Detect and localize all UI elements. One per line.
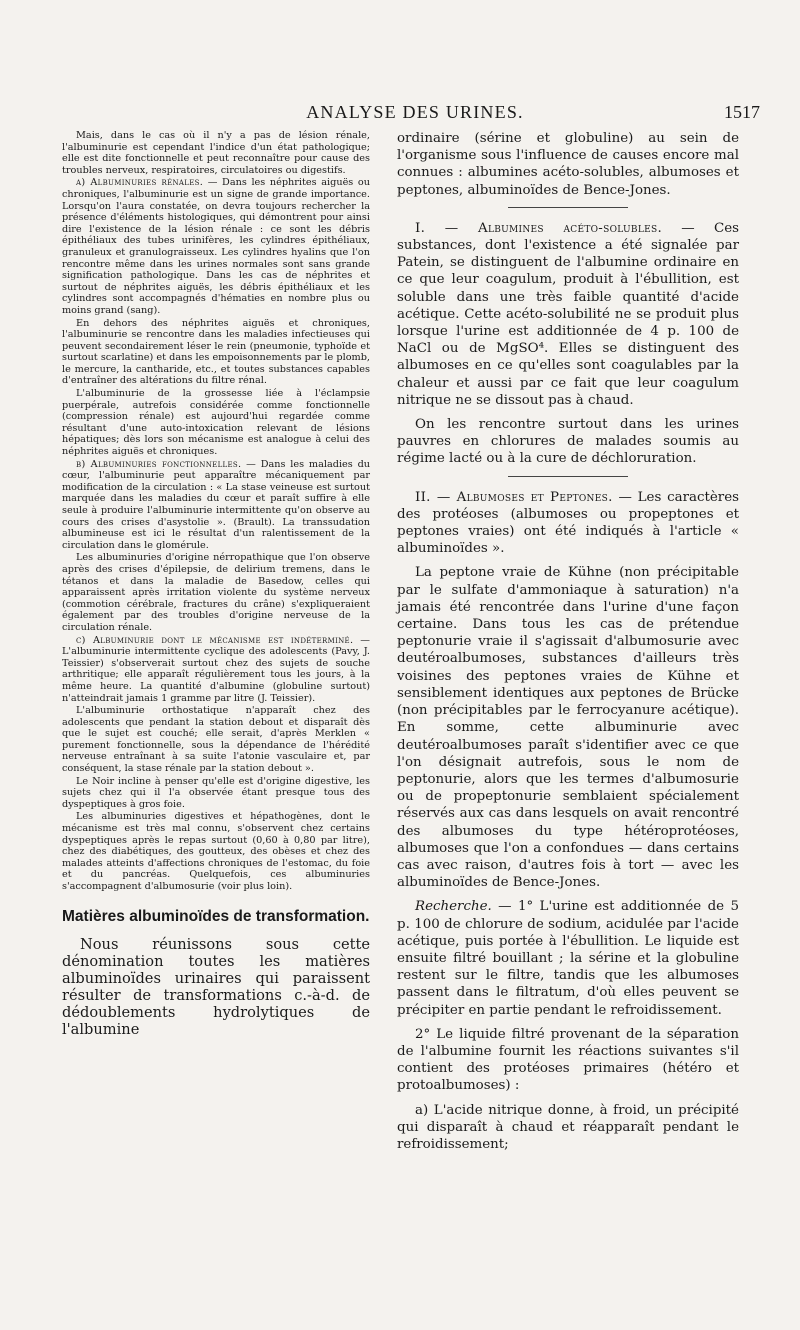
page-number: 1517 xyxy=(724,102,760,122)
paragraph: a) L'acide nitrique donne, à froid, un précipité qui disparaît à chaud et réapparaît pendant le refroidissement; xyxy=(397,1102,739,1152)
paragraph-text: — Les caractères des protéoses (albumoses ou propeptones et peptones vraies) ont été indiqués à l'article « albuminoïdes ». xyxy=(397,489,739,557)
running-head xyxy=(70,102,760,128)
paragraph xyxy=(62,635,370,705)
paragraph xyxy=(397,489,739,558)
section-divider xyxy=(508,476,628,477)
paragraph: L'albuminurie orthostatique n'apparaît chez des adolescents que pendant la station debout et disparaît dès que le sujet est couché; elle serait, d'après Merklen « purement fonctionnelle, sous la dépendance de l'hérédité nerveuse entraînant à sa suite l'atonie vasculaire et, par conséquent, la stase rénale par la station debout ». xyxy=(62,705,370,775)
paragraph xyxy=(62,459,370,552)
right-column xyxy=(397,130,739,1152)
paragraph-label: I. — Albumines acéto-solubles. xyxy=(415,220,663,236)
paragraph-label: b) Albuminuries fonctionnelles. xyxy=(76,458,242,470)
running-title: ANALYSE DES URINES. xyxy=(306,102,524,122)
paragraph: ordinaire (sérine et globuline) au sein de l'organisme sous l'influence de causes encore mal connues : albumines acéto-solubles, albumoses et peptones, albuminoïdes de Bence-Jones. xyxy=(397,131,739,198)
paragraph: On les rencontre surtout dans les urines pauvres en chlorures de malades soumis au régime lacté ou à la cure de déchloruration. xyxy=(397,417,739,467)
paragraph: Mais, dans le cas où il n'y a pas de lésion rénale, l'albuminurie est cependant l'indice d'un état pathologique; elle est dite fonctionnelle et peut reconnaître pour cause des troubles nerveux, respiratoires, circulatoires ou digestifs. xyxy=(62,130,370,176)
paragraph xyxy=(397,220,739,409)
paragraph: Les albuminuries digestives et hépathogènes, dont le mécanisme est très mal connu, s'observent chez certains dyspeptiques après le repas surtout (0,60 à 0,80 par litre), chez des diabétiques, des goutteux, des obèses et chez des malades atteints d'affections chroniques de l'estomac, du foie et du pancréas. Quelquefois, ces albuminuries s'accompagnent d'albumosurie (voir plus loin). xyxy=(62,811,370,892)
section-divider xyxy=(508,207,628,208)
paragraph-text: — Ces substances, dont l'existence a été signalée par Patein, se distinguent de l'albumine ordinaire en ce que leur coagulum, produit à l'ébullition, est soluble dans une très faible quantité d'acide acétique. Cette acéto-solubilité ne se produit plus lorsque l'urine est additionnée de 4 p. 100 de NaCl ou de MgSO⁴. Elles se distinguent des albumoses en ce qu'elles sont coagulables par la chaleur et aussi par ce fait que leur coagulum nitrique ne se dissout pas à chaud. xyxy=(397,220,739,408)
paragraph: 2° Le liquide filtré provenant de la séparation de l'albumine fournit les réactions suivantes s'il contient des protéoses primaires (hétéro et protoalbumoses) : xyxy=(397,1026,739,1094)
paragraph: Nous réunissons sous cette dénomination toutes les matières albuminoïdes urinaires qui paraissent résulter de transformations c.-à-d. de dédoublements hydrolytiques de l'albumine xyxy=(62,935,370,1038)
paragraph-label: II. — Albumoses et Peptones. xyxy=(415,489,613,505)
paragraph: La peptone vraie de Kühne (non précipitable par le sulfate d'ammoniaque à saturation) n'a jamais été rencontrée dans l'urine d'une façon certaine. Dans tous les cas de prétendue peptonurie vraie il s'agissait d'albumosurie avec deutéroalbumoses, substances d'ailleurs très voisines des peptones vraies de Kühne et sensiblement identiques aux peptones de Brücke (non précipitables par le ferrocyanure acétique). En somme, cette albuminurie avec deutéroalbumoses paraît s'identifier avec ce que l'on désignait autrefois, sous le nom de peptonurie, alors que les termes d'albumosurie ou de propeptonurie semblaient spécialement réservés aux cas dans lesquels on avait rencontré des albumoses du type hétéroprotéoses, albumoses que l'on a confondues — dans certains cas avec raison, d'autres fois à tort — avec les albuminoïdes de Bence-Jones. xyxy=(397,565,739,891)
paragraph-text: — L'albuminurie intermittente cyclique des adolescents (Pavy, J. Teissier) s'observerait surtout chez des sujets de souche arthritique; elle apparaît régulièrement tous les jours, à la même heure. La quantité d'albumine (globuline surtout) n'atteindrait jamais 1 gramme par litre (J. Teissier). xyxy=(62,634,370,704)
paragraph: Les albuminuries d'origine nérropathique que l'on observe après des crises d'épilepsie, de delirium tremens, dans le tétanos et dans la maladie de Basedow, celles qui apparaissent après irritation violente du système nerveux (commotion cérébrale, fractures du crâne) s'expliqueraient également par des troubles d'origine nerveuse de la circulation rénale. xyxy=(62,552,370,633)
paragraph-text: — Dans les maladies du cœur, l'albuminurie peut apparaître mécaniquement par modification de la circulation : « La stase veineuse est surtout marquée dans les maladies du cœur et paraît suffire à elle seule à produire l'albuminurie intermittente qu'on observe au cours des crises d'asystolie ». (Brault). La transsudation albumineuse est ici le résultat d'un ralentissement de la circulation dans le glomérule. xyxy=(62,458,371,551)
paragraph-label: a) Albuminuries rénales. xyxy=(76,177,204,189)
left-column xyxy=(62,130,370,1225)
paragraph: L'albuminurie de la grossesse liée à l'éclampsie puerpérale, autrefois considérée comme fonctionnelle (compression rénale) est aujourd'hui regardée comme résultant d'une auto-intoxication relevant de lésions hépatiques; dès lors son mécanisme est analogue à celui des néphrites aiguës et chroniques. xyxy=(62,388,370,458)
paragraph: En dehors des néphrites aiguës et chroniques, l'albuminurie se rencontre dans les maladies infectieuses qui peuvent secondairement léser le rein (pneumonie, typhoïde et surtout scarlatine) et dans les empoisonnements par le plomb, le mercure, la cantharide, etc., et toutes substances capables d'entraîner des altérations du filtre rénal. xyxy=(62,317,370,387)
paragraph-label: c) Albuminurie dont le mécanisme est indéterminé. xyxy=(76,634,354,646)
paragraph-label: Recherche. xyxy=(415,899,492,915)
paragraph xyxy=(62,177,370,316)
section-heading: Matières albuminoïdes de transformation. xyxy=(62,907,370,925)
paragraph-text: — 1° L'urine est additionnée de 5 p. 100 de chlorure de sodium, acidulée par l'acide acétique, puis portée à l'ébullition. Le liquide est ensuite filtré bouillant ; la sérine et la globuline restent sur le filtre, tandis que les albumoses passent dans le filtratum, d'où elles peuvent se précipiter en partie pendant le refroidissement. xyxy=(397,899,739,1018)
paragraph: Le Noir incline à penser qu'elle est d'origine digestive, les sujets chez qui il l'a observée étant presque tous des dyspeptiques à gros foie. xyxy=(62,775,370,810)
paragraph-text: — Dans les néphrites aiguës ou chroniques, l'albuminurie est un signe de grande importance. Lorsqu'on l'aura constatée, on devra toujours rechercher la présence d'éléments histologiques, qui démontrent pour ainsi dire l'existence de la lésion rénale : ce sont les débris épithéliaux des tubes urinifères, les cylindres épithéliaux, granuleux et granulograisseux. Les cylindres hyalins que l'on rencontre même dans les urines normales sont sans grande signification pathologique. Dans les cas de néphrites et surtout de néphrites aiguës, les débris épithéliaux et les cylindres sont accompagnés d'hématies en nombre plus ou moins grand (sang). xyxy=(62,177,370,316)
paragraph xyxy=(397,898,739,1018)
